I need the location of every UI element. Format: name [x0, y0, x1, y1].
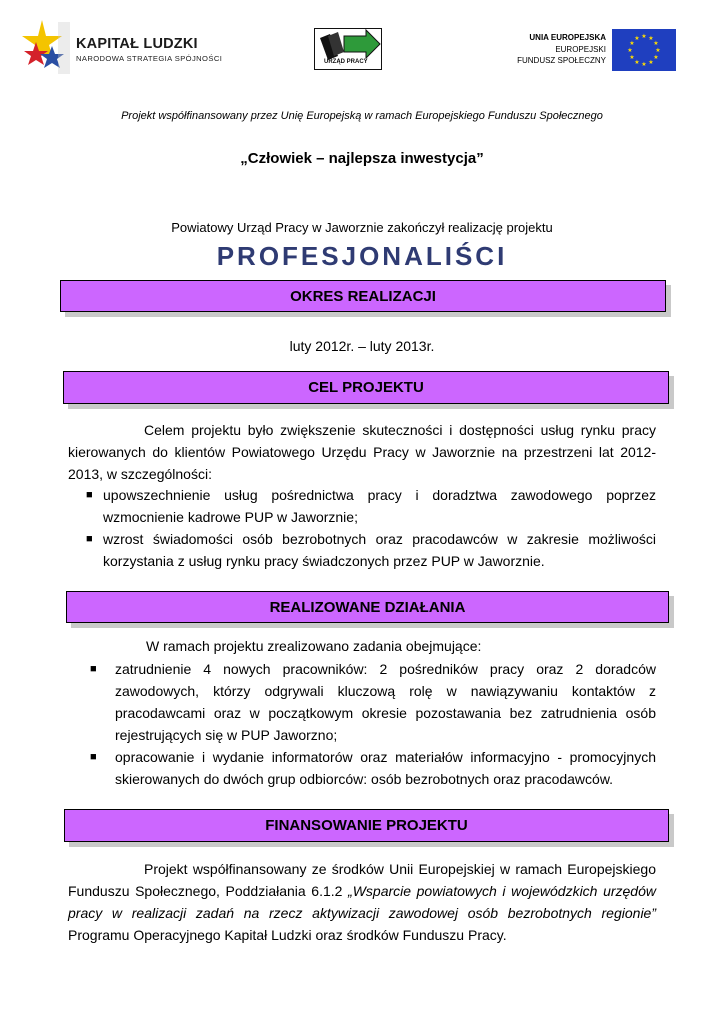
svg-text:★: ★	[634, 59, 640, 66]
svg-text:★: ★	[648, 59, 654, 66]
period-text: luty 2012r. – luty 2013r.	[289, 338, 435, 354]
funding-measure-title: „Wsparcie powiatowych i wojewódzkich urzędów pracy w realizacji zadań na rzecz aktywizacji zawodowej osób bezrobotnych regionie”	[68, 883, 656, 921]
goal-bullet-list	[86, 484, 656, 572]
actions-bullet-list	[90, 658, 656, 790]
eu-flag-icon	[612, 29, 676, 71]
goal-paragraph: Celem projektu było zwiększenie skuteczności i dostępności usług rynku pracy kierowanych do klientów Powiatowego Urzędu Pracy w Jaworznie na przestrzeni lat 2012-2013, w szczególności:	[68, 422, 656, 482]
section-heading-funding: FINANSOWANIE PROJEKTU	[64, 809, 669, 842]
funding-paragraph	[68, 858, 656, 946]
svg-text:★: ★	[629, 54, 635, 61]
svg-text:★: ★	[627, 47, 633, 54]
svg-text:★: ★	[634, 35, 640, 42]
actions-paragraph: W ramach projektu zrealizowano zadania obejmujące:	[146, 638, 482, 654]
funding-text-part3: Programu Operacyjnego Kapitał Ludzki oraz środków Funduszu Pracy.	[68, 927, 507, 943]
eu-line3: FUNDUSZ SPOŁECZNY	[517, 56, 606, 65]
svg-text:★: ★	[653, 54, 659, 61]
list-item: ■ upowszechnienie usług pośrednictwa pracy i doradztwa zawodowego poprzez wzmocnienie kadrowe PUP w Jaworznie;	[86, 487, 656, 525]
project-title: PROFESJONALIŚCI	[216, 241, 508, 271]
svg-text:★: ★	[653, 40, 659, 47]
kapital-ludzki-subtitle: NARODOWA STRATEGIA SPÓJNOŚCI	[76, 54, 223, 63]
svg-text:★: ★	[629, 40, 635, 47]
goal-bullet-text: wzrost świadomości osób bezrobotnych oraz pracodawców w zakresie możliwości korzystania z usług rynku pracy świadczonych przez PUP w Jaworznie.	[103, 531, 656, 569]
kapital-ludzki-title: KAPITAŁ LUDZKI	[76, 36, 198, 52]
svg-text:★: ★	[648, 35, 654, 42]
actions-bullet-text: zatrudnienie 4 nowych pracowników: 2 pośredników pracy oraz 2 doradców zawodowych, którzy odgrywali kluczową rolę w nawiązywaniu kontaktów z pracodawcami oraz w początkowym okresie pozostawania bez zatrudnienia osób rejestrujących się w PUP Jaworzno;	[115, 661, 656, 743]
slogan: „Człowiek – najlepsza inwestycja”	[240, 150, 484, 167]
urzad-pracy-label: URZĄD PRACY	[324, 59, 368, 65]
list-item: ■ opracowanie i wydanie informatorów oraz materiałów informacyjno - promocyjnych skierowanych do dwóch grup odbiorców: osób bezrobotnych oraz pracodawców.	[90, 749, 656, 787]
section-heading-actions: REALIZOWANE DZIAŁANIA	[66, 591, 669, 623]
list-item: ■ wzrost świadomości osób bezrobotnych oraz pracodawców w zakresie możliwości korzystania z usług rynku pracy świadczonych przez PUP w Jaworznie.	[86, 531, 656, 569]
list-item: ■ zatrudnienie 4 nowych pracowników: 2 pośredników pracy oraz 2 doradców zawodowych, którzy odgrywali kluczową rolę w nawiązywaniu kontaktów z pracodawcami oraz w początkowym okresie pozostawania bez zatrudnienia osób rejestrujących się w PUP Jaworzno;	[90, 661, 656, 743]
svg-text:★: ★	[655, 47, 661, 54]
section-heading-goal: CEL PROJEKTU	[63, 371, 669, 404]
funding-text-part1: Projekt współfinansowany ze środków Unii Europejskiej w ramach Europejskiego Funduszu Społecznego, Poddziałania 6.1.2	[68, 861, 656, 899]
intro-text: Powiatowy Urząd Pracy w Jaworznie zakończył realizację projektu	[171, 220, 553, 235]
svg-text:★: ★	[641, 61, 647, 68]
co-financing-note: Projekt współfinansowany przez Unię Europejską w ramach Europejskiego Funduszu Społecznego	[121, 110, 603, 122]
eu-line1: UNIA EUROPEJSKA	[529, 33, 606, 42]
goal-bullet-text: upowszechnienie usług pośrednictwa pracy i doradztwa zawodowego poprzez wzmocnienie kadrowe PUP w Jaworznie;	[103, 487, 656, 525]
kapital-ludzki-logo	[22, 18, 72, 78]
eu-line2: EUROPEJSKI	[555, 45, 606, 54]
svg-text:★: ★	[641, 33, 647, 40]
section-heading-period: OKRES REALIZACJI	[60, 280, 666, 312]
actions-bullet-text: opracowanie i wydanie informatorów oraz materiałów informacyjno - promocyjnych skierowanych do dwóch grup odbiorców: osób bezrobotnych oraz pracodawców.	[115, 749, 656, 787]
